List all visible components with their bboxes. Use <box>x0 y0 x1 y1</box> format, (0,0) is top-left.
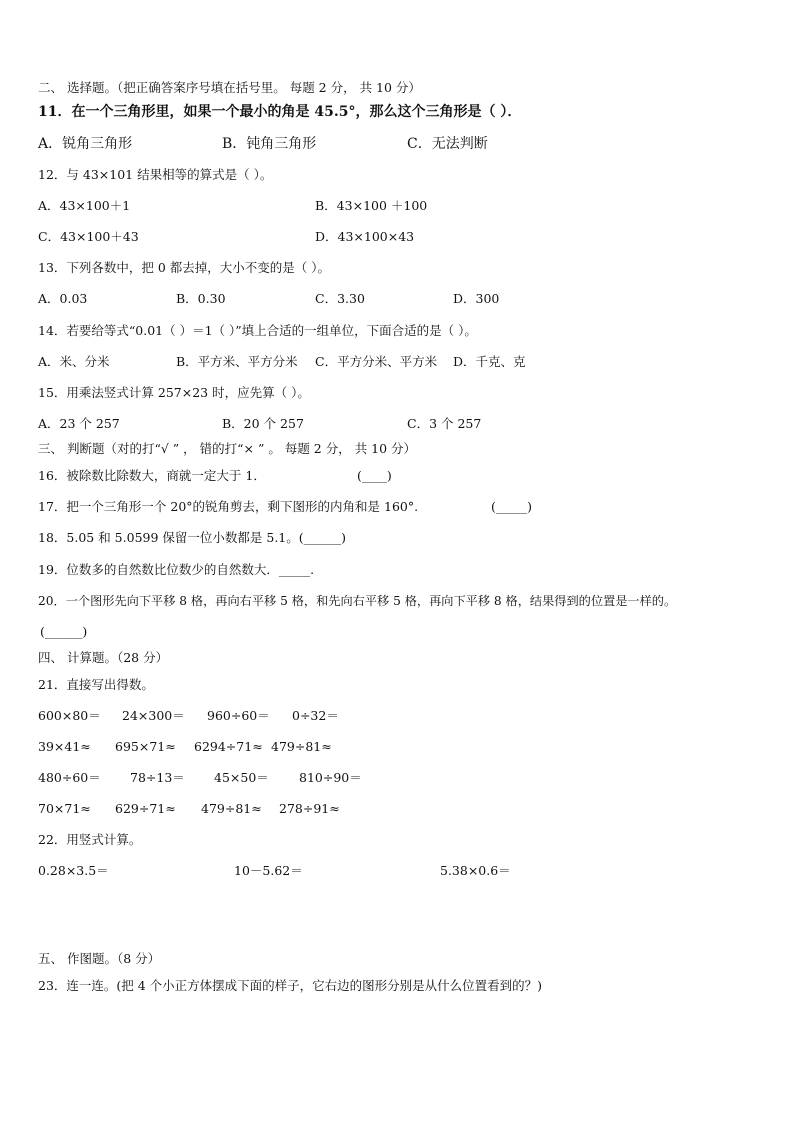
q11-option-c: C．无法判断 <box>407 136 488 152</box>
question-19-text: 19．位数多的自然数比位数少的自然数大．_____. <box>38 562 315 577</box>
q21-cell: 480÷60＝ <box>38 770 101 785</box>
question-22-stem: 22．用竖式计算。 <box>38 832 142 847</box>
question-17-blank[interactable]: (_____) <box>491 499 533 514</box>
q14-option-a: A．米、分米 <box>38 354 110 369</box>
question-14-stem: 14．若要给等式“0.01（ ）＝1（ ）”填上合适的一组单位，下面合适的是（ ）。 <box>38 323 477 338</box>
q22-item: 10－5.62＝ <box>234 863 303 878</box>
question-20-text: 20．一个图形先向下平移 8 格，再向右平移 5 格，和先向右平移 5 格，再向下平移 8 格，结果得到的位置是一样的。 <box>38 594 677 608</box>
q12-option-c: C．43×100＋43 <box>38 229 139 244</box>
question-16-blank[interactable]: (____) <box>357 468 392 483</box>
q22-item: 5.38×0.6＝ <box>440 863 511 878</box>
q13-option-d: D．300 <box>453 291 500 306</box>
question-12-stem: 12．与 43×101 结果相等的算式是（ ）。 <box>38 167 273 182</box>
question-15-stem: 15．用乘法竖式计算 257×23 时，应先算（ ）。 <box>38 385 310 400</box>
q13-option-b: B．0.30 <box>176 291 226 306</box>
q21-cell: 695×71≈ <box>115 739 176 754</box>
q22-item: 0.28×3.5＝ <box>38 863 109 878</box>
q14-option-d: D．千克、克 <box>453 354 526 369</box>
q12-option-b: B．43×100 ＋100 <box>315 198 428 213</box>
question-21-stem: 21．直接写出得数。 <box>38 677 154 692</box>
q12-option-a: A．43×100＋1 <box>38 198 131 213</box>
section-heading-judgement: 三、 判断题（对的打“√ ” ， 错的打“× ” 。 每题 2 分， 共 10 分） <box>38 441 417 456</box>
q15-option-c: C．3 个 257 <box>407 416 482 431</box>
section-heading-choice: 二、 选择题。（把正确答案序号填在括号里。 每题 2 分， 共 10 分） <box>38 80 421 95</box>
q14-option-b: B．平方米、平方分米 <box>176 354 298 369</box>
q21-cell: 24×300＝ <box>122 708 185 723</box>
q21-cell: 600×80＝ <box>38 708 101 723</box>
q21-cell: 629÷71≈ <box>115 801 176 816</box>
q21-cell: 479÷81≈ <box>271 739 332 754</box>
question-20-blank[interactable]: (______) <box>40 624 88 639</box>
question-17-text: 17．把一个三角形一个 20°的锐角剪去，剩下图形的内角和是 160°. <box>38 499 419 514</box>
q21-cell: 70×71≈ <box>38 801 91 816</box>
q21-cell: 479÷81≈ <box>201 801 262 816</box>
q13-option-c: C．3.30 <box>315 291 365 306</box>
q12-option-d: D．43×100×43 <box>315 229 415 244</box>
section-heading-calculation: 四、 计算题。（28 分） <box>38 650 169 665</box>
q11-option-b: B．钝角三角形 <box>222 136 317 152</box>
q11-option-a: A．锐角三角形 <box>38 136 133 152</box>
question-23-stem: 23．连一连。(把 4 个小正方体摆成下面的样子，它右边的图形分别是从什么位置看到的？) <box>38 978 543 993</box>
q21-cell: 39×41≈ <box>38 739 91 754</box>
q21-cell: 78÷13＝ <box>130 770 185 785</box>
q13-option-a: A．0.03 <box>38 291 88 306</box>
section-heading-drawing: 五、 作图题。（8 分） <box>38 951 161 966</box>
q15-option-b: B．20 个 257 <box>222 416 304 431</box>
question-11-stem: 11．在一个三角形里，如果一个最小的角是 45.5°，那么这个三角形是（ ）． <box>38 104 522 120</box>
q21-cell: 45×50＝ <box>214 770 269 785</box>
question-18-text: 18．5.05 和 5.0599 保留一位小数都是 5.1。(______) <box>38 530 347 545</box>
question-13-stem: 13．下列各数中，把 0 都去掉，大小不变的是（ ）。 <box>38 260 331 275</box>
q21-cell: 960÷60＝ <box>207 708 270 723</box>
q15-option-a: A．23 个 257 <box>38 416 120 431</box>
q21-cell: 6294÷71≈ <box>194 739 263 754</box>
q21-cell: 0÷32＝ <box>292 708 339 723</box>
q21-cell: 810÷90＝ <box>299 770 362 785</box>
q14-option-c: C．平方分米、平方米 <box>315 354 438 369</box>
q21-cell: 278÷91≈ <box>279 801 340 816</box>
question-16-text: 16．被除数比除数大，商就一定大于 1． <box>38 468 266 483</box>
